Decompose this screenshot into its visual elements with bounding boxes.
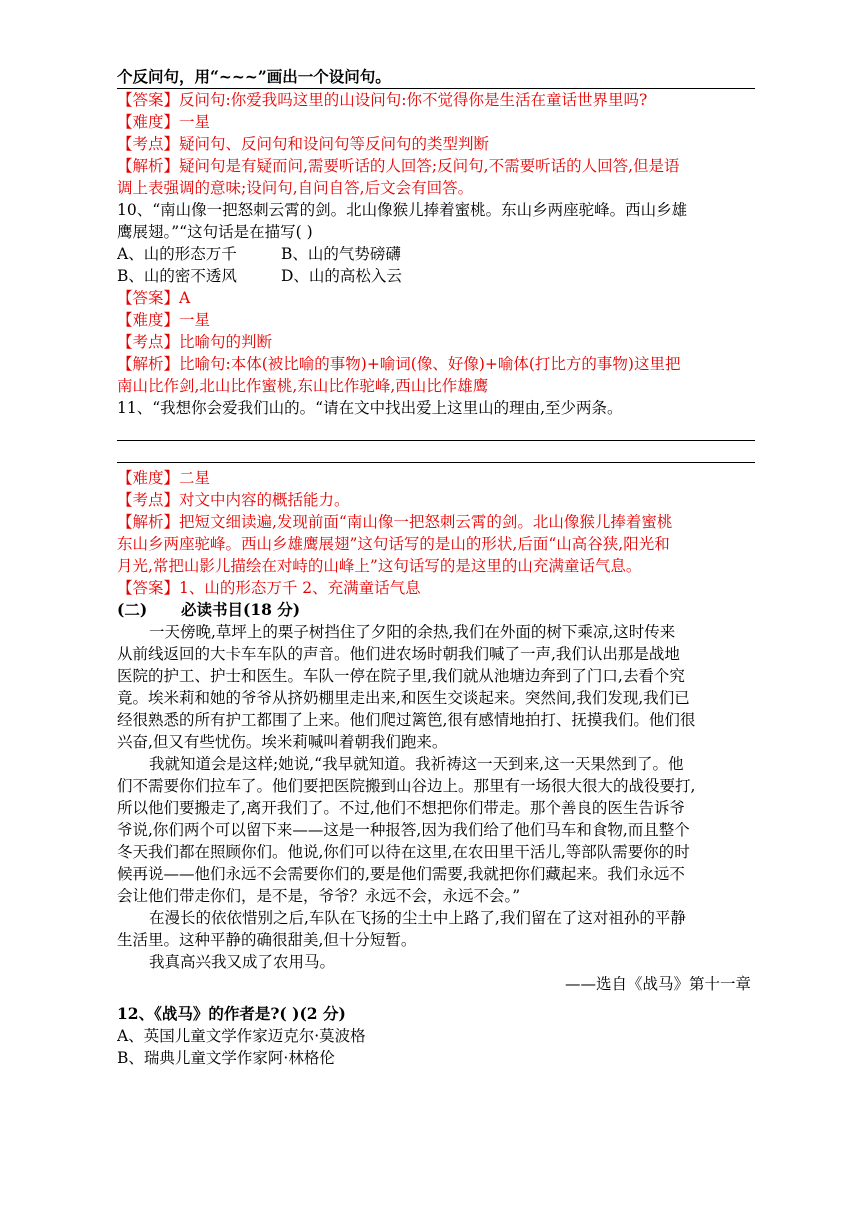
section-2-title: 必读书目(18 分)	[181, 600, 301, 619]
q9-analysis-line-2: 调上表强调的意味;设问句,自问自答,后文会有回答。	[117, 179, 474, 197]
q10-options-row-1	[117, 243, 755, 265]
q11-point: 【考点】对文中内容的概括能力。	[117, 491, 350, 509]
passage-p1-line: 兴奋,但又有些忧伤。埃米莉喊叫着朝我们跑来。	[117, 733, 448, 751]
passage-p2-line: 候再说——他们永远不会需要你们的,要是他们需要,我就把你们藏起来。我们永远不	[117, 865, 685, 883]
q11-answer: 【答案】1、山的形态万千 2、充满童话气息	[117, 579, 421, 597]
q9-difficulty: 【难度】一星	[117, 113, 211, 131]
q9-stem-tail: 个反问句，用“~~~”画出一个设问句。	[117, 66, 755, 89]
q11-stem: 11、“我想你会爱我们山的。“请在文中找出爱上这里山的理由,至少两条。	[117, 399, 623, 417]
q10-point: 【考点】比喻句的判断	[117, 333, 273, 351]
q10-difficulty: 【难度】一星	[117, 311, 211, 329]
q12-option-b: B、瑞典儿童文学作家阿·林格伦	[117, 1049, 335, 1067]
passage-p2-line: 所以他们要搬走了,离开我们了。不过,他们不想把你们带走。那个善良的医生告诉爷	[117, 799, 685, 817]
q10-option-a: A、山的形态万千	[117, 245, 237, 263]
passage-p1-line: 竟。埃米莉和她的爷爷从挤奶棚里走出来,和医生交谈起来。突然间,我们发现,我们已	[117, 689, 690, 707]
document-page	[117, 66, 755, 1069]
passage-p1-line: 医院的护工、护士和医生。车队一停在院子里,我们就从池塘边奔到了门口,去看个究	[117, 667, 685, 685]
passage-p4: 我真高兴我又成了农用马。	[149, 953, 336, 971]
q11-difficulty: 【难度】二星	[117, 469, 211, 487]
passage-p2-line: 们不需要你们拉车了。他们要把医院搬到山谷边上。那里有一场很大很大的战役要打,	[117, 777, 696, 795]
q9-point: 【考点】疑问句、反问句和设问句等反问句的类型判断	[117, 135, 490, 153]
q10-option-d: D、山的高松入云	[281, 267, 402, 285]
passage-p1-line: 经很熟悉的所有护工都围了上来。他们爬过篱笆,很有感情地拍打、抚摸我们。他们很	[117, 711, 696, 729]
passage-source: ——选自《战马》第十一章	[564, 975, 751, 993]
q11-answer-line-1	[117, 419, 755, 441]
q9-analysis-line-1: 【解析】疑问句是有疑而问,需要听话的人回答;反问句,不需要听话的人回答,但是语	[117, 157, 680, 175]
passage	[117, 621, 755, 995]
q10-stem-line-1: 10、“南山像一把怒刺云霄的剑。北山像猴儿捧着蜜桃。东山乡两座驼峰。西山乡雄	[117, 201, 688, 219]
passage-p2-line: 爷说,你们两个可以留下来——这是一种报答,因为我们给了他们马车和食物,而且整个	[117, 821, 690, 839]
passage-p3-line: 生活里。这种平静的确很甜美,但十分短暂。	[117, 931, 417, 949]
q10-answer: 【答案】A	[117, 289, 191, 307]
passage-p2-line: 会让他们带走你们，是不是，爷爷？永远不会，永远不会。”	[117, 887, 521, 905]
section-2-number: (二)	[117, 600, 148, 619]
passage-p3-line: 在漫长的依依惜别之后,车队在飞扬的尘土中上路了,我们留在了这对祖孙的平静	[149, 909, 686, 927]
section-2-heading	[117, 599, 755, 621]
q10-option-c: B、山的密不透风	[117, 267, 237, 285]
q12-stem: 12、《战马》的作者是?( )(2 分)	[117, 1004, 346, 1023]
q11-analysis-line-3: 月光,常把山影儿描绘在对峙的山峰上”这句话写的是这里的山充满童话气息。	[117, 557, 642, 575]
q9-answer: 【答案】反问句:你爱我吗这里的山设问句:你不觉得你是生活在童话世界里吗?	[117, 91, 648, 109]
passage-p2-line: 冬天我们都在照顾你们。他说,你们可以待在这里,在农田里干活儿,等部队需要你的时	[117, 843, 690, 861]
q10-analysis-line-1: 【解析】比喻句:本体(被比喻的事物)+喻词(像、好像)+喻体(打比方的事物)这里把	[117, 355, 681, 373]
passage-p1-line: 一天傍晚,草坪上的栗子树挡住了夕阳的余热,我们在外面的树下乘凉,这时传来	[149, 623, 676, 641]
passage-p2-line: 我就知道会是这样;她说,“我早就知道。我祈祷这一天到来,这一天果然到了。他	[149, 755, 684, 773]
q11-analysis-line-2: 东山乡两座驼峰。西山乡雄鹰展翅”这句话写的是山的形状,后面“山高谷狭,阳光和	[117, 535, 670, 553]
q10-analysis-line-2: 南山比作剑,北山比作蜜桃,东山比作驼峰,西山比作雄鹰	[117, 377, 489, 395]
q11-answer-line-2	[117, 441, 755, 463]
q10-option-b: B、山的气势磅礴	[281, 245, 401, 263]
q12-option-a: A、英国儿童文学作家迈克尔·莫波格	[117, 1027, 366, 1045]
q10-options-row-2	[117, 265, 755, 287]
q10-stem-line-2: 鹰展翅。”“这句话是在描写( )	[117, 223, 313, 241]
passage-p1-line: 从前线返回的大卡车车队的声音。他们进农场时朝我们喊了一声,我们认出那是战地	[117, 645, 680, 663]
q11-analysis-line-1: 【解析】把短文细读遍,发现前面“南山像一把怒刺云霄的剑。北山像猴儿捧着蜜桃	[117, 513, 673, 531]
